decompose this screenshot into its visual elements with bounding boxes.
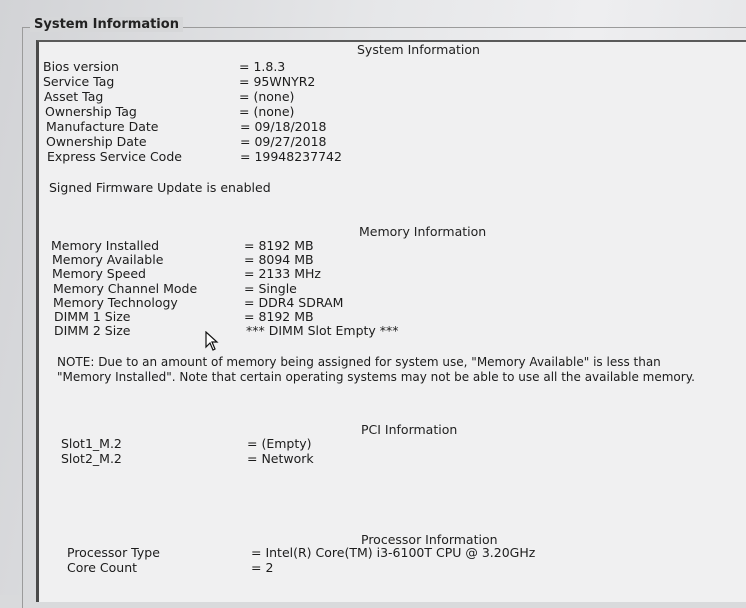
row-label: Memory Available xyxy=(52,252,164,267)
memory-section-title: Memory Information xyxy=(359,224,487,239)
row-label: Express Service Code xyxy=(47,149,182,164)
row-value: = 09/27/2018 xyxy=(240,134,327,149)
row-value: = Intel(R) Core(TM) i3-6100T CPU @ 3.20GHz xyxy=(251,545,536,560)
row-label: Slot2_M.2 xyxy=(61,451,122,466)
row-label: Memory Channel Mode xyxy=(53,281,198,296)
row-value: = 8192 MB xyxy=(244,238,314,253)
row-value: = 2133 MHz xyxy=(244,266,321,281)
row-value: = DDR4 SDRAM xyxy=(244,295,344,310)
processor-section-title: Processor Information xyxy=(361,532,498,547)
row-value: = 1.8.3 xyxy=(239,59,286,74)
row-label: Memory Speed xyxy=(52,266,146,281)
row-value: = (none) xyxy=(239,89,295,104)
row-label: Processor Type xyxy=(67,545,160,560)
row-label: DIMM 2 Size xyxy=(54,323,131,338)
row-value: = Network xyxy=(247,451,314,466)
row-label: Ownership Tag xyxy=(45,104,137,119)
row-value: = Single xyxy=(244,281,297,296)
memory-note: NOTE: Due to an amount of memory being assigned for system use, "Memory Available" is less than "Memory Installed". Note that certain operating systems may not be able to use all the available memory. xyxy=(57,355,695,384)
row-label: DIMM 1 Size xyxy=(54,309,131,324)
row-value: = (Empty) xyxy=(247,436,312,451)
row-label: Core Count xyxy=(67,560,138,575)
row-value: = 2 xyxy=(251,560,274,575)
row-value: *** DIMM Slot Empty *** xyxy=(246,323,399,338)
row-value: = 8094 MB xyxy=(244,252,314,267)
row-label: Ownership Date xyxy=(46,134,147,149)
row-value: = 8192 MB xyxy=(244,309,314,324)
info-panel[interactable] xyxy=(36,40,746,602)
firmware-status-text: Signed Firmware Update is enabled xyxy=(49,180,271,195)
row-value: = (none) xyxy=(239,104,295,119)
row-label: Slot1_M.2 xyxy=(61,436,122,451)
system-section-title: System Information xyxy=(357,42,480,57)
row-value: = 19948237742 xyxy=(240,149,342,164)
row-label: Memory Installed xyxy=(51,238,160,253)
mouse-pointer-icon xyxy=(205,331,219,351)
row-value: = 95WNYR2 xyxy=(239,74,316,89)
row-label: Memory Technology xyxy=(53,295,178,310)
row-label: Bios version xyxy=(43,59,119,74)
row-label: Service Tag xyxy=(43,74,115,89)
row-label: Asset Tag xyxy=(44,89,104,104)
groupbox-title: System Information xyxy=(30,17,183,32)
row-label: Manufacture Date xyxy=(46,119,159,134)
row-value: = 09/18/2018 xyxy=(240,119,327,134)
pci-section-title: PCI Information xyxy=(361,422,458,437)
